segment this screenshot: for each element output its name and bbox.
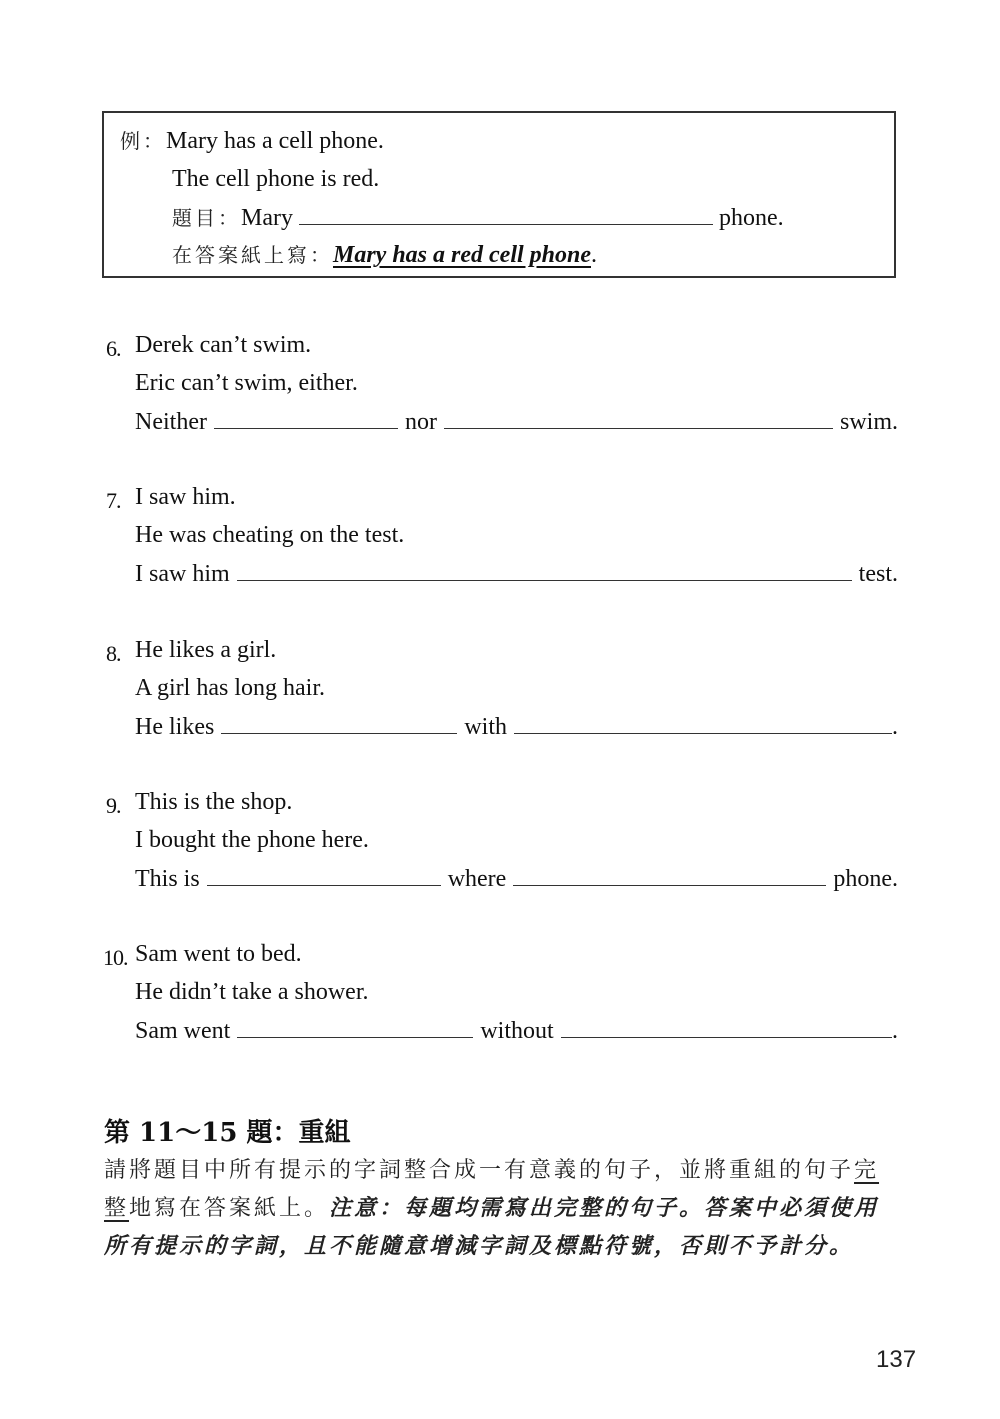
question-sentence-2: He didn’t take a shower. bbox=[135, 979, 369, 1005]
question-number: 7. bbox=[106, 488, 121, 513]
question-answer-line bbox=[135, 863, 898, 894]
example-answer: Mary has a red cell phone bbox=[333, 242, 591, 268]
example-prompt-end: phone. bbox=[718, 205, 784, 231]
answer-word: swim. bbox=[839, 409, 898, 435]
question-answer-line bbox=[135, 711, 898, 742]
question-sentence-1: This is the shop. bbox=[135, 789, 293, 815]
answer-blank[interactable] bbox=[237, 558, 852, 581]
answer-blank[interactable] bbox=[221, 711, 457, 734]
answer-word: without bbox=[480, 1018, 554, 1044]
question-answer-line bbox=[135, 558, 898, 589]
answer-word: I saw him bbox=[135, 561, 230, 587]
example-box bbox=[102, 111, 896, 278]
question-sentence-1: Derek can’t swim. bbox=[135, 332, 312, 358]
answer-blank[interactable] bbox=[214, 406, 398, 429]
question-sentence-1: I saw him. bbox=[135, 484, 236, 510]
example-sentence-1: Mary has a cell phone. bbox=[166, 128, 384, 154]
question-sentence-2: Eric can’t swim, either. bbox=[135, 370, 358, 396]
instructions-text-1: 請將題目中所有提示的字詞整合成一有意義的句子，並將重組的句子 bbox=[104, 1158, 855, 1183]
section-title: 第 11～15 題：重組 bbox=[104, 1118, 351, 1148]
question-number: 9. bbox=[106, 793, 121, 818]
question-sentence-2: I bought the phone here. bbox=[135, 827, 369, 853]
answer-blank[interactable] bbox=[237, 1015, 473, 1038]
example-prompt bbox=[172, 202, 784, 233]
answer-word: test. bbox=[858, 561, 898, 587]
answer-word: Neither bbox=[135, 409, 207, 435]
question-sentence-2: A girl has long hair. bbox=[135, 675, 325, 701]
example-answer-line bbox=[172, 240, 597, 270]
answer-blank[interactable] bbox=[513, 863, 826, 886]
answer-word: Sam went bbox=[135, 1018, 231, 1044]
question-sentence-1: He likes a girl. bbox=[135, 637, 277, 663]
example-blank bbox=[299, 202, 713, 225]
answer-blank[interactable] bbox=[444, 406, 833, 429]
answer-word: . bbox=[892, 1018, 898, 1044]
question-answer-line bbox=[135, 406, 898, 437]
answer-word: with bbox=[464, 714, 507, 740]
instructions-text-2: 地寫在答案紙上。 bbox=[129, 1196, 330, 1221]
example-prompt-start: Mary bbox=[241, 205, 293, 231]
answer-blank[interactable] bbox=[514, 711, 892, 734]
question-number: 6. bbox=[106, 336, 121, 361]
question-sentence-2: He was cheating on the test. bbox=[135, 522, 405, 548]
instructions-note: 注意：每題均需寫出完整的句子。答案中必須使用所有提示的字詞，且不能隨意增減字詞及標點符號，否則不予計分。 bbox=[104, 1196, 880, 1259]
answer-word: phone. bbox=[833, 866, 898, 892]
question-number: 8. bbox=[106, 641, 121, 666]
answer-word: . bbox=[892, 714, 898, 740]
example-line-1 bbox=[120, 126, 384, 156]
answer-blank[interactable] bbox=[561, 1015, 892, 1038]
answer-word: where bbox=[447, 866, 507, 892]
example-label: 例： bbox=[120, 129, 166, 153]
example-sentence-2: The cell phone is red. bbox=[172, 166, 380, 192]
answer-blank[interactable] bbox=[207, 863, 441, 886]
section-instructions bbox=[104, 1152, 904, 1266]
example-prompt-label: 題目： bbox=[172, 206, 241, 230]
instructions-underlined: 完整 bbox=[104, 1158, 880, 1221]
example-answer-end: . bbox=[591, 242, 597, 268]
answer-word: He likes bbox=[135, 714, 215, 740]
example-answer-label: 在答案紙上寫： bbox=[172, 243, 333, 267]
question-answer-line bbox=[135, 1015, 898, 1046]
answer-word: This is bbox=[135, 866, 200, 892]
question-sentence-1: Sam went to bed. bbox=[135, 941, 302, 967]
question-number: 10. bbox=[103, 945, 128, 970]
answer-word: nor bbox=[404, 409, 437, 435]
page-number: 137 bbox=[876, 1346, 917, 1373]
